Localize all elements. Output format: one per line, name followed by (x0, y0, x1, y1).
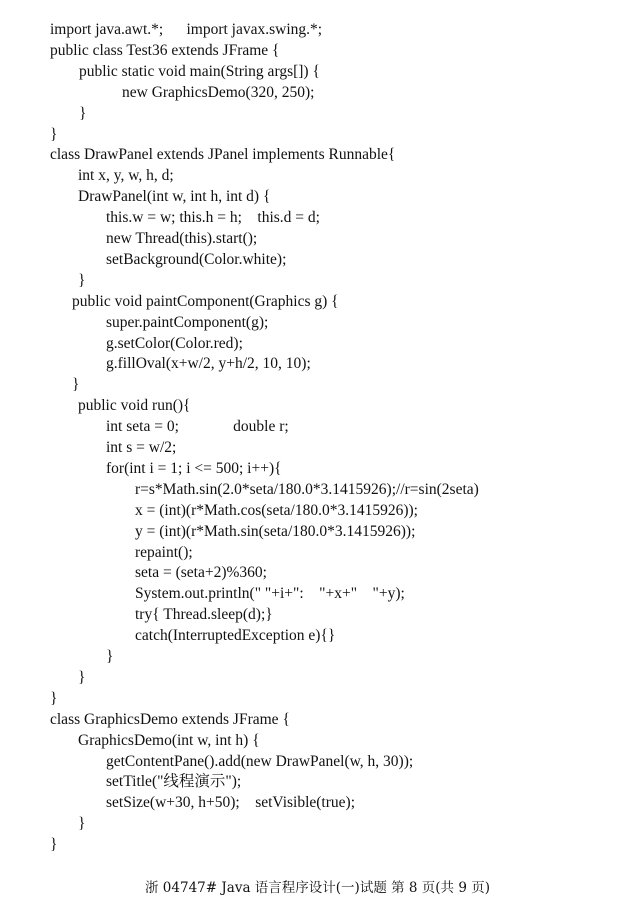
code-line: int seta = 0; double r; (106, 418, 289, 436)
code-line: try{ Thread.sleep(d);} (135, 606, 273, 624)
code-line: System.out.println(" "+i+": "+x+" "+y); (135, 585, 405, 603)
code-line: } (78, 815, 86, 833)
code-line: } (78, 271, 86, 289)
code-line: DrawPanel(int w, int h, int d) { (78, 188, 271, 206)
page-footer: 浙 04747# Java 语言程序设计(一)试题 第 8 页(共 9 页) (145, 880, 490, 896)
code-line: g.fillOval(x+w/2, y+h/2, 10, 10); (106, 355, 311, 373)
code-line: } (79, 104, 87, 122)
code-line: super.paintComponent(g); (106, 313, 269, 331)
code-line: new GraphicsDemo(320, 250); (122, 83, 315, 101)
code-line: } (50, 689, 58, 707)
code-line: } (106, 648, 114, 665)
code-line: setBackground(Color.white); (106, 250, 287, 268)
code-line: catch(InterruptedException e){} (135, 627, 336, 645)
code-line: int s = w/2; (106, 439, 177, 456)
code-line: this.w = w; this.h = h; this.d = d; (106, 209, 320, 227)
code-line: public static void main(String args[]) { (79, 62, 320, 80)
code-line: r=s*Math.sin(2.0*seta/180.0*3.1415926);//r=sin(2seta) (135, 480, 479, 498)
code-line: public void paintComponent(Graphics g) { (72, 292, 339, 310)
code-line: for(int i = 1; i <= 500; i++){ (106, 459, 282, 477)
code-line: import java.awt.*; import javax.swing.*; (50, 21, 323, 38)
code-line: setSize(w+30, h+50); setVisible(true); (106, 794, 355, 812)
code-line: } (50, 836, 58, 854)
code-line: class DrawPanel extends JPanel implements Runnable{ (50, 146, 396, 164)
code-line: g.setColor(Color.red); (106, 334, 243, 352)
code-line: public void run(){ (78, 397, 191, 415)
code-line: seta = (seta+2)%360; (135, 564, 267, 582)
code-line: } (72, 376, 80, 394)
code-line: x = (int)(r*Math.cos(seta/180.0*3.1415926)); (135, 501, 418, 519)
code-line: new Thread(this).start(); (106, 230, 258, 247)
code-line: repaint(); (135, 543, 193, 561)
code-line: setTitle("线程演示"); (106, 773, 242, 791)
code-line: y = (int)(r*Math.sin(seta/180.0*3.1415926)); (135, 522, 416, 540)
code-line: } (50, 125, 58, 143)
code-line: GraphicsDemo(int w, int h) { (78, 731, 260, 749)
code-line: int x, y, w, h, d; (78, 167, 174, 185)
code-line: class GraphicsDemo extends JFrame { (50, 710, 290, 728)
code-line: getContentPane().add(new DrawPanel(w, h, 30)); (106, 752, 414, 770)
code-line: } (78, 668, 86, 686)
code-line: public class Test36 extends JFrame { (50, 41, 280, 59)
